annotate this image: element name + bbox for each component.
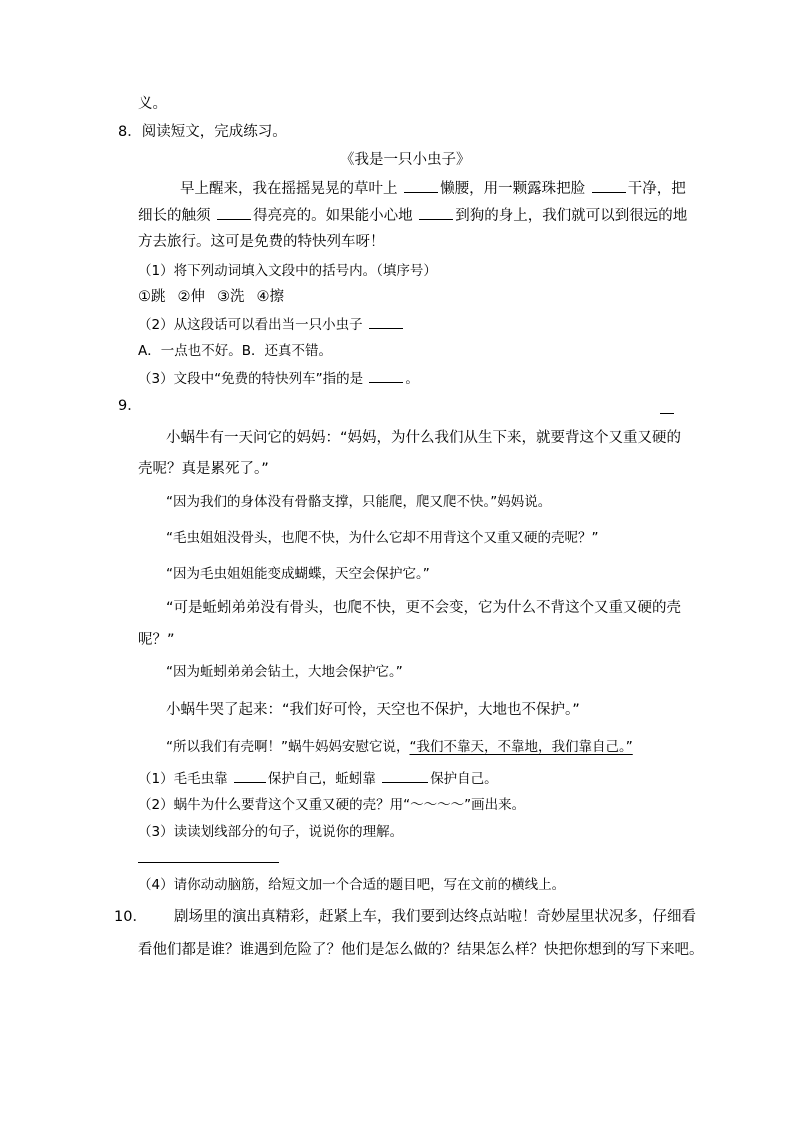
q8-sub3-blank[interactable] [369, 368, 403, 383]
q8-para-line1: 早上醒来，我在摇摇晃晃的草叶上 懒腰，用一颗露珠把脸 干净，把 [180, 178, 686, 199]
q10-line1: 剧场里的演出真精彩，赶紧上车，我们要到达终点站啦！奇妙屋里状况多，仔细看 [174, 909, 696, 925]
q9-sub4: （4）请你动动脑筋，给短文加一个合适的题目吧，写在文前的横线上。 [138, 877, 566, 893]
q8-sub2-choices: A．一点也不好。B．还真不错。 [138, 343, 332, 359]
q9-underlined-sentence: “我们不靠天，不靠地，我们靠自己。” [409, 739, 633, 755]
q9-line1: 小蜗牛有一天问它的妈妈：“妈妈，为什么我们从生下来，就要背这个又重又硬的 [166, 430, 682, 446]
q9-line4: “毛虫姐姐没骨头，也爬不快，为什么它却不用背这个又重又硬的壳呢？” [166, 530, 599, 546]
q9-number: 9． [118, 398, 142, 414]
q9-sub1-blank-2[interactable] [382, 768, 428, 783]
q8-prompt: 阅读短文，完成练习。 [141, 124, 287, 140]
q8-number: 8． [118, 124, 142, 140]
q8-sub1: （1）将下列动词填入文段中的括号内。（填序号） [138, 263, 437, 279]
q9-sub1: （1）毛毛虫靠 保护自己，蚯蚓靠 保护自己。 [138, 768, 498, 789]
q8-para-line3: 方去旅行。这可是免费的特快列车呀！ [138, 234, 385, 250]
q9-line9: 小蜗牛哭了起来：“我们好可怜，天空也不保护，大地也不保护。” [166, 702, 580, 718]
q9-sub3-answer-line[interactable] [138, 862, 279, 863]
q8-option-3: ③洗 [217, 289, 245, 305]
q9-line5: “因为毛虫姐姐能变成蝴蝶，天空会保护它。” [166, 566, 430, 582]
q9-line2: 壳呢？真是累死了。” [138, 461, 269, 477]
q9-line6: “可是蚯蚓弟弟没有骨头，也爬不快，更不会变，它为什么不背这个又重又硬的壳 [166, 600, 682, 616]
q8-blank-4[interactable] [419, 205, 453, 220]
q9-sub1-blank-1[interactable] [234, 768, 266, 783]
q8-sub2-blank[interactable] [369, 314, 403, 329]
q9-sub3: （3）读读划线部分的句子，说说你的理解。 [138, 824, 404, 840]
q8-prompt-line [118, 122, 287, 142]
q9-line8: “因为蚯蚓弟弟会钻土，大地会保护它。” [166, 664, 403, 680]
q8-blank-3[interactable] [217, 205, 251, 220]
q9-line7: 呢？” [138, 632, 175, 648]
q8-option-1: ①跳 [138, 289, 166, 305]
q8-blank-1[interactable] [404, 178, 438, 193]
q9-line3: “因为我们的身体没有骨骼支撑，只能爬，爬又爬不快。”妈妈说。 [166, 494, 552, 510]
q8-title: 《我是一只小虫子》 [340, 152, 471, 168]
q8-blank-2[interactable] [592, 178, 626, 193]
q10-line2: 看他们都是谁？谁遇到危险了？他们是怎么做的？结果怎么样？快把你想到的写下来吧。 [138, 942, 704, 958]
q10-number: 10． [114, 909, 147, 925]
q8-options [138, 287, 296, 307]
q9-title-blank[interactable] [660, 413, 674, 414]
q8-option-2: ②伸 [177, 289, 205, 305]
q8-sub2: （2）从这段话可以看出当一只小虫子 [138, 314, 405, 335]
q8-para-line2: 细长的触须 得亮亮的。如果能小心地 到狗的身上，我们就可以到很远的地 [138, 205, 687, 226]
q8-sub3: （3）文段中“免费的特快列车”指的是 。 [138, 368, 419, 389]
fragment-top: 义。 [138, 96, 167, 112]
q9-line10: “所以我们有壳啊！”蜗牛妈妈安慰它说，“我们不靠天，不靠地，我们靠自己。” [166, 739, 633, 755]
q8-option-4: ④擦 [256, 289, 284, 305]
q9-sub2: （2）蜗牛为什么要背这个又重又硬的壳？用“～～～～”画出来。 [138, 797, 526, 813]
